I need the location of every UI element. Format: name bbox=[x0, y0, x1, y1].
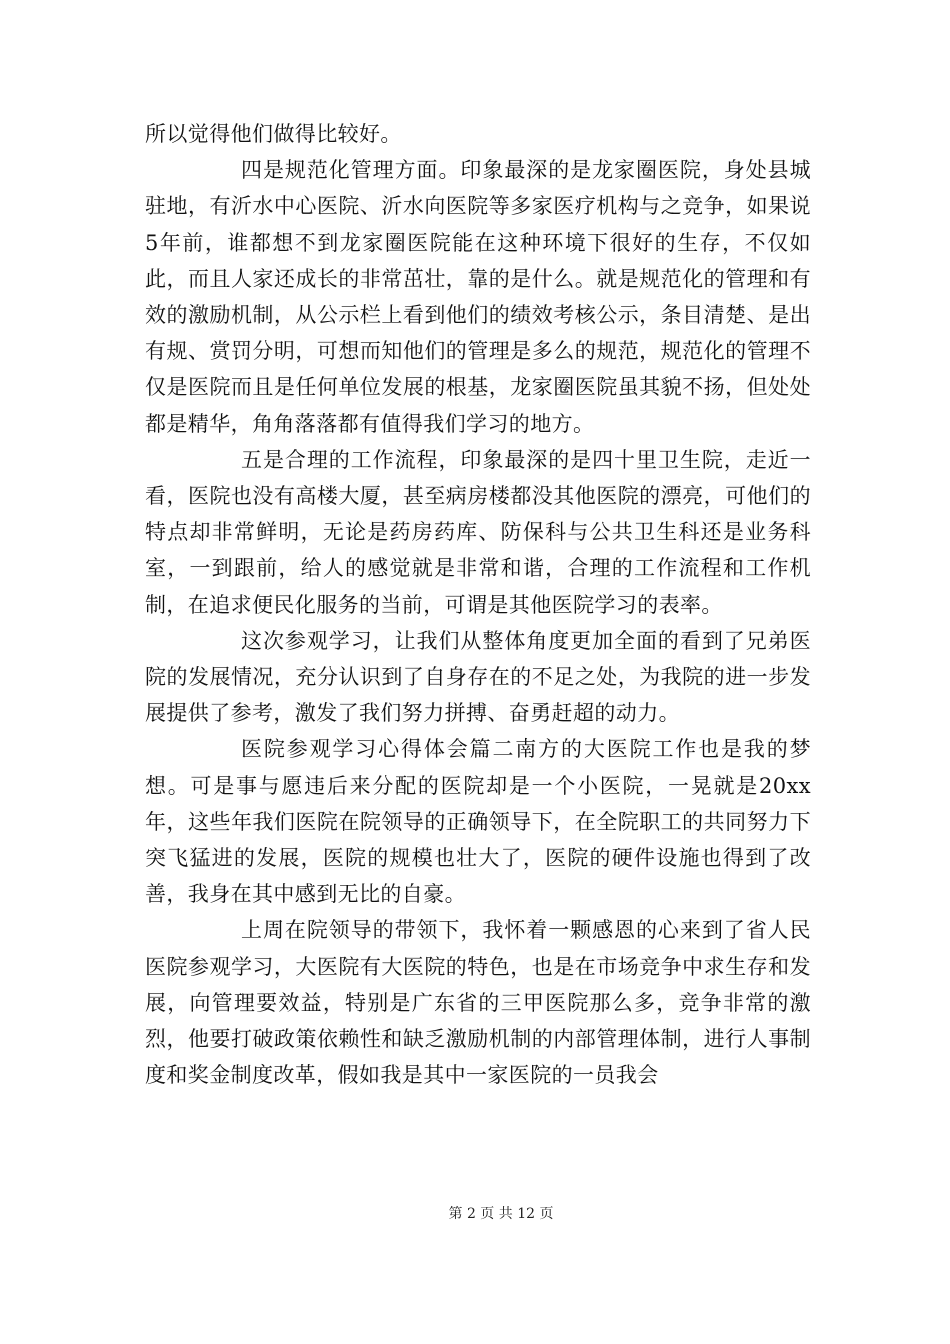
paragraph-4: 这次参观学习，让我们从整体角度更加全面的看到了兄弟医院的发展情况，充分认识到了自身存在的不足之处，为我院的进一步发展提供了参考，激发了我们努力拼搏、奋勇赶超的动力。 bbox=[145, 628, 811, 726]
paragraph-2: 四是规范化管理方面。印象最深的是龙家圈医院，身处县城驻地，有沂水中心医院、沂水向医院等多家医疗机构与之竞争，如果说5年前，谁都想不到龙家圈医院能在这种环境下很好的生存，不仅如此，而且人家还成长的非常茁壮，靠的是什么。就是规范化的管理和有效的激励机制，从公示栏上看到他们的绩效考核公示，条目清楚、是出有规、赏罚分明，可想而知他们的管理是多么的规范，规范化的管理不仅是医院而且是任何单位发展的根基，龙家圈医院虽其貌不扬，但处处都是精华，角角落落都有值得我们学习的地方。 bbox=[145, 158, 811, 436]
paragraph-5: 医院参观学习心得体会篇二南方的大医院工作也是我的梦想。可是事与愿违后来分配的医院却是一个小医院，一晃就是20xx年，这些年我们医院在院领导的正确领导下，在全院职工的共同努力下突飞猛进的发展，医院的规模也壮大了，医院的硬件设施也得到了改善，我身在其中感到无比的自豪。 bbox=[145, 737, 811, 907]
document-body bbox=[145, 116, 811, 1093]
page-footer: 第 2 页 共 12 页 bbox=[448, 1206, 554, 1222]
paragraph-3: 五是合理的工作流程，印象最深的是四十里卫生院，走近一看，医院也没有高楼大厦，甚至病房楼都没其他医院的漂亮，可他们的特点却非常鲜明，无论是药房药库、防保科与公共卫生科还是业务科室，一到跟前，给人的感觉就是非常和谐，合理的工作流程和工作机制，在追求便民化服务的当前，可谓是其他医院学习的表率。 bbox=[145, 447, 811, 617]
paragraph-1: 所以觉得他们做得比较好。 bbox=[145, 122, 402, 146]
paragraph-6: 上周在院领导的带领下，我怀着一颗感恩的心来到了省人民医院参观学习，大医院有大医院的特色，也是在市场竞争中求生存和发展，向管理要效益，特别是广东省的三甲医院那么多，竞争非常的激烈，他要打破政策依赖性和缺乏激励机制的内部管理体制，进行人事制度和奖金制度改革，假如我是其中一家医院的一员我会 bbox=[145, 918, 811, 1088]
